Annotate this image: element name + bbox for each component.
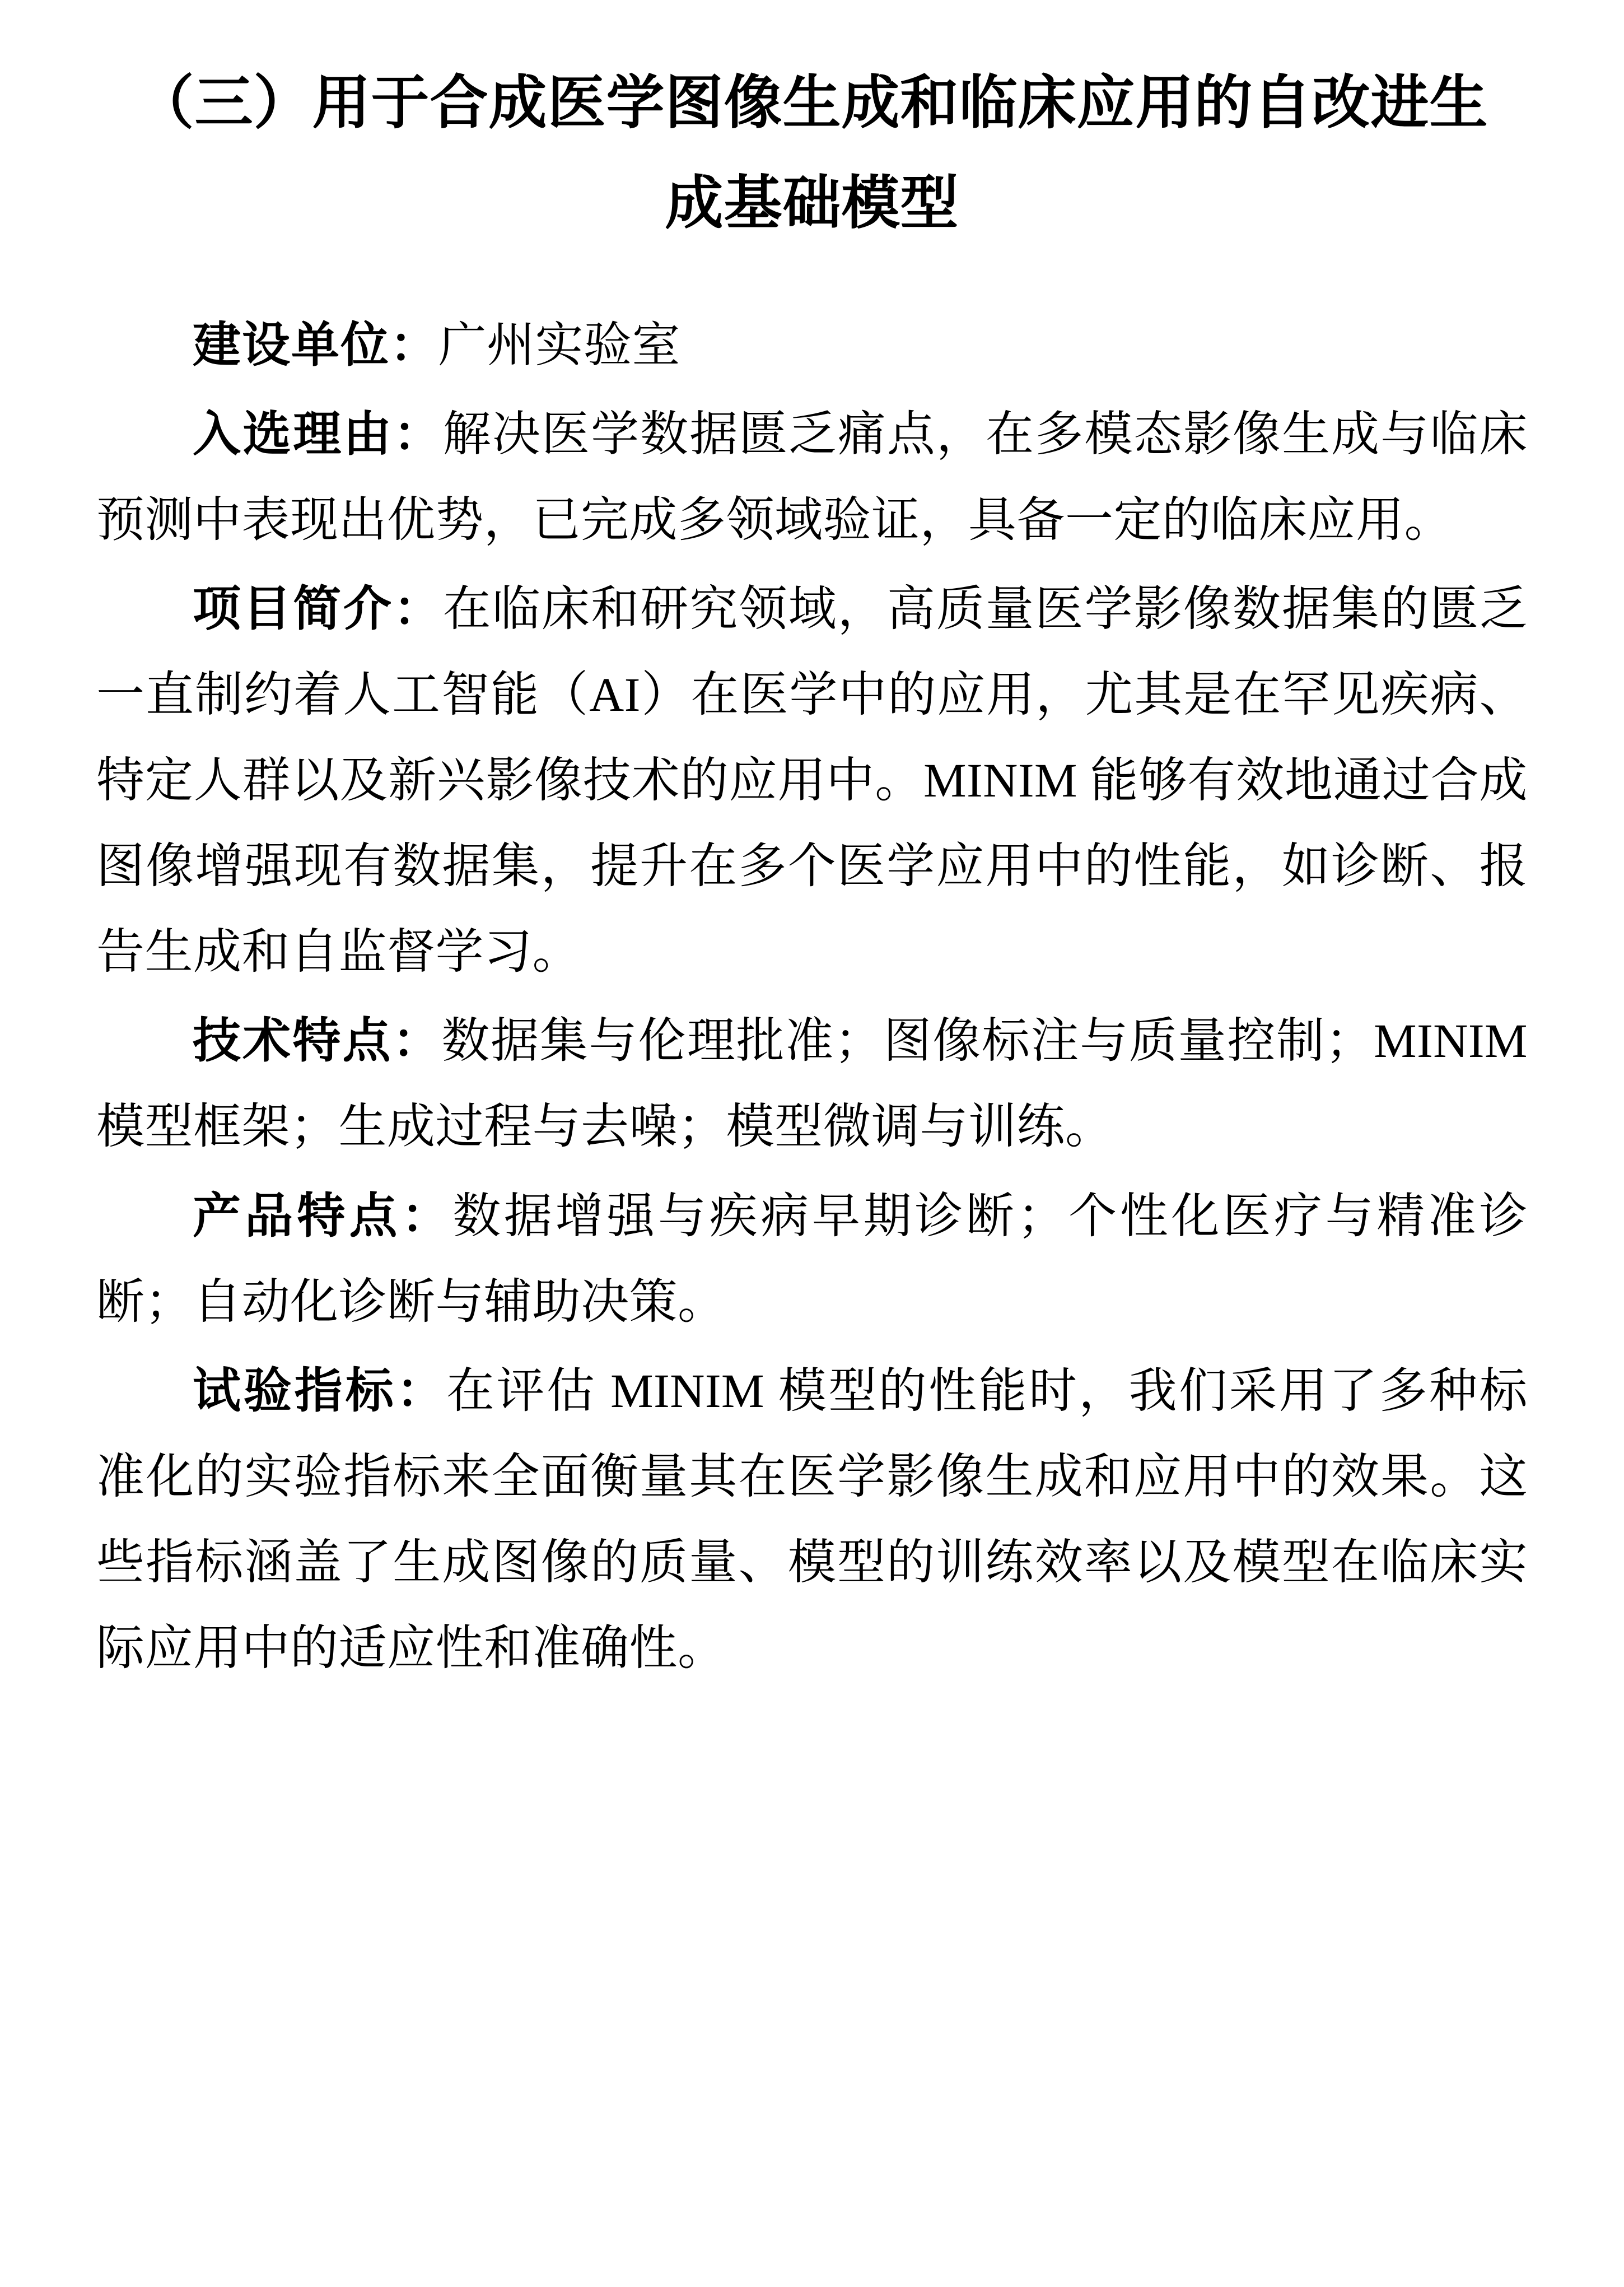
paragraph-label: 项目简介: [193, 581, 394, 636]
paragraph-product-features: [96, 1173, 1528, 1345]
paragraph-label-colon: ：: [393, 407, 443, 461]
paragraph-label-colon: ：: [393, 581, 443, 636]
paragraph-label: 技术特点: [193, 1014, 393, 1068]
paragraph-text: 数据增强与疾病早期诊断；个性化医疗与精准诊断；自动化诊断与辅助决策。: [96, 1189, 1528, 1329]
paragraph-construction-unit: [96, 302, 1528, 388]
paragraph-tech-features: [96, 998, 1528, 1170]
paragraph-label-colon: ：: [396, 1363, 447, 1418]
paragraph-text: 广州实验室: [438, 318, 680, 372]
paragraph-text: 在评估 MINIM 模型的性能时，我们采用了多种标准化的实验指标来全面衡量其在医学影像生成和应用中的效果。这些指标涵盖了生成图像的质量、模型的训练效率以及模型在临床实际应用中的适应性和准确性。: [96, 1363, 1528, 1675]
paragraph-test-metrics: [96, 1348, 1528, 1691]
paragraph-text: 在临床和研究领域，高质量医学影像数据集的匮乏一直制约着人工智能（AI）在医学中的应用，尤其是在罕见疾病、特定人群以及新兴影像技术的应用中。MINIM 能够有效地通过合成图像增强现有数据集，提升在多个医学应用中的性能，如诊断、报告生成和自监督学习。: [96, 581, 1528, 979]
paragraph-selection-reason: [96, 392, 1528, 563]
paragraph-text: 解决医学数据匮乏痛点，在多模态影像生成与临床预测中表现出优势，已完成多领域验证，具备一定的临床应用。: [96, 407, 1528, 547]
page-title: （三）用于合成医学图像生成和临床应用的自改进生成基础模型: [136, 71, 1488, 236]
paragraph-label-colon: ：: [401, 1189, 453, 1243]
paragraph-label-colon: ：: [392, 1014, 442, 1068]
paragraph-label: 建设单位: [193, 318, 390, 372]
paragraph-label: 试验指标: [193, 1363, 396, 1418]
paragraph-label-colon: ：: [390, 318, 438, 372]
document-body: [96, 302, 1528, 1691]
paragraph-text: 数据集与伦理批准；图像标注与质量控制；MINIM 模型框架；生成过程与去噪；模型微调与训练。: [96, 1014, 1528, 1154]
paragraph-project-intro: [96, 566, 1528, 995]
paragraph-label: 入选理由: [193, 407, 394, 461]
paragraph-label: 产品特点: [193, 1189, 402, 1243]
